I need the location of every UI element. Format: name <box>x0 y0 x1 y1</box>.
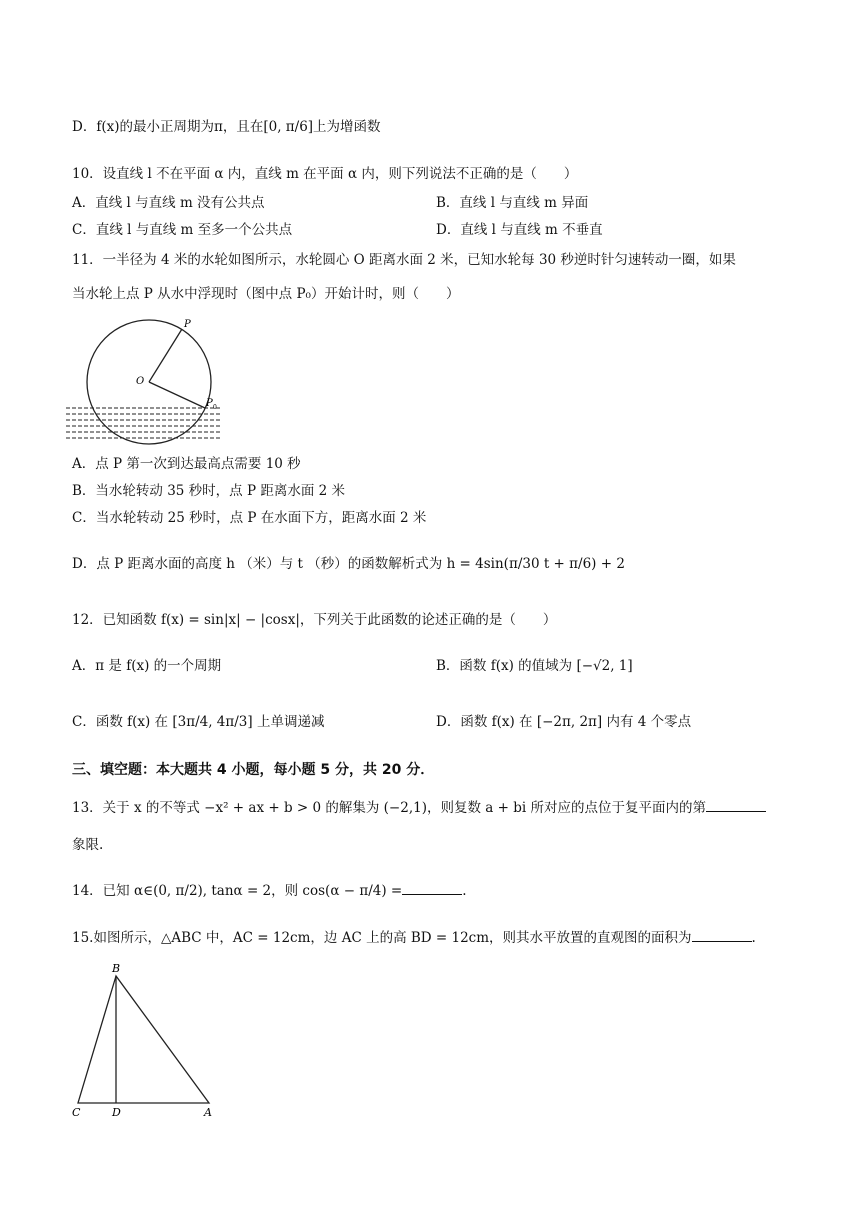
q15-text: 15.如图所示，△ABC 中，AC = 12cm，边 AC 上的高 BD = 12cm，则其水平放置的直观图的面积为 <box>72 930 692 946</box>
q15-line <box>72 927 756 948</box>
water-wheel-figure <box>64 314 224 446</box>
q11-stem-line2: 当水轮上点 P 从水中浮现时（图中点 P₀）开始计时，则（ ） <box>72 286 460 302</box>
q14-line <box>72 880 467 901</box>
label-c: C <box>72 1106 81 1119</box>
q15-end: . <box>751 930 756 946</box>
label-o: O <box>136 376 145 387</box>
triangle-abc <box>78 976 209 1103</box>
label-p0-sub: 0 <box>213 404 217 411</box>
q11-option-b: B．当水轮转动 35 秒时，点 P 距离水面 2 米 <box>72 483 346 499</box>
q11-option-a: A．点 P 第一次到达最高点需要 10 秒 <box>72 456 301 472</box>
q12-option-a: A．π 是 f(x) 的一个周期 <box>72 658 222 674</box>
q10-option-d: D．直线 l 与直线 m 不垂直 <box>436 222 603 238</box>
q15-answer-blank <box>692 927 752 942</box>
q10-stem: 10．设直线 l 不在平面 α 内，直线 m 在平面 α 内，则下列说法不正确的是（ ） <box>72 166 578 182</box>
triangle-abc-figure <box>66 960 226 1126</box>
q12-option-d: D．函数 f(x) 在 [−2π, 2π] 内有 4 个零点 <box>436 714 692 730</box>
q11-stem-line1: 11．一半径为 4 米的水轮如图所示，水轮圆心 O 距离水面 2 米，已知水轮每 30 秒逆时针匀速转动一圈，如果 <box>72 252 736 268</box>
q13-text: 13．关于 x 的不等式 −x² + ax + b > 0 的解集为 (−2,1)，则复数 a + bi 所对应的点位于复平面内的第 <box>72 800 706 816</box>
water-surface-lines <box>66 408 222 438</box>
q11-option-d: D．点 P 距离水面的高度 h （米）与 t （秒）的函数解析式为 h = 4sin(π/30 t + π/6) + 2 <box>72 556 625 572</box>
q12-option-b: B．函数 f(x) 的值域为 [−√2, 1] <box>436 658 633 674</box>
label-d: D <box>112 1106 121 1119</box>
q13-line1 <box>72 797 766 818</box>
radius-op0 <box>149 382 205 408</box>
q12-stem: 12．已知函数 f(x) = sin|x| − |cosx|，下列关于此函数的论述正确的是（ ） <box>72 612 557 628</box>
label-a: A <box>204 1106 212 1119</box>
section-3-heading: 三、填空题：本大题共 4 小题，每小题 5 分，共 20 分． <box>72 762 435 778</box>
q14-answer-blank <box>402 880 462 895</box>
q9-option-d: D．f(x)的最小正周期为π，且在[0, π/6]上为增函数 <box>72 119 381 135</box>
q10-option-c: C．直线 l 与直线 m 至多一个公共点 <box>72 222 293 238</box>
q14-end: . <box>462 883 467 899</box>
label-p0: P <box>206 398 213 409</box>
q13-answer-blank <box>706 797 766 812</box>
radius-op <box>149 329 182 382</box>
q12-option-c: C．函数 f(x) 在 [3π/4, 4π/3] 上单调递减 <box>72 714 325 730</box>
q11-option-c: C．当水轮转动 25 秒时，点 P 在水面下方，距离水面 2 米 <box>72 510 427 526</box>
label-b: B <box>112 962 121 975</box>
label-p: P <box>184 319 191 330</box>
q10-option-b: B．直线 l 与直线 m 异面 <box>436 195 589 211</box>
q14-text: 14．已知 α∈(0, π/2), tanα = 2，则 cos(α − π/4) = <box>72 883 403 899</box>
q13-line2: 象限. <box>72 837 104 853</box>
q10-option-a: A．直线 l 与直线 m 没有公共点 <box>72 195 265 211</box>
